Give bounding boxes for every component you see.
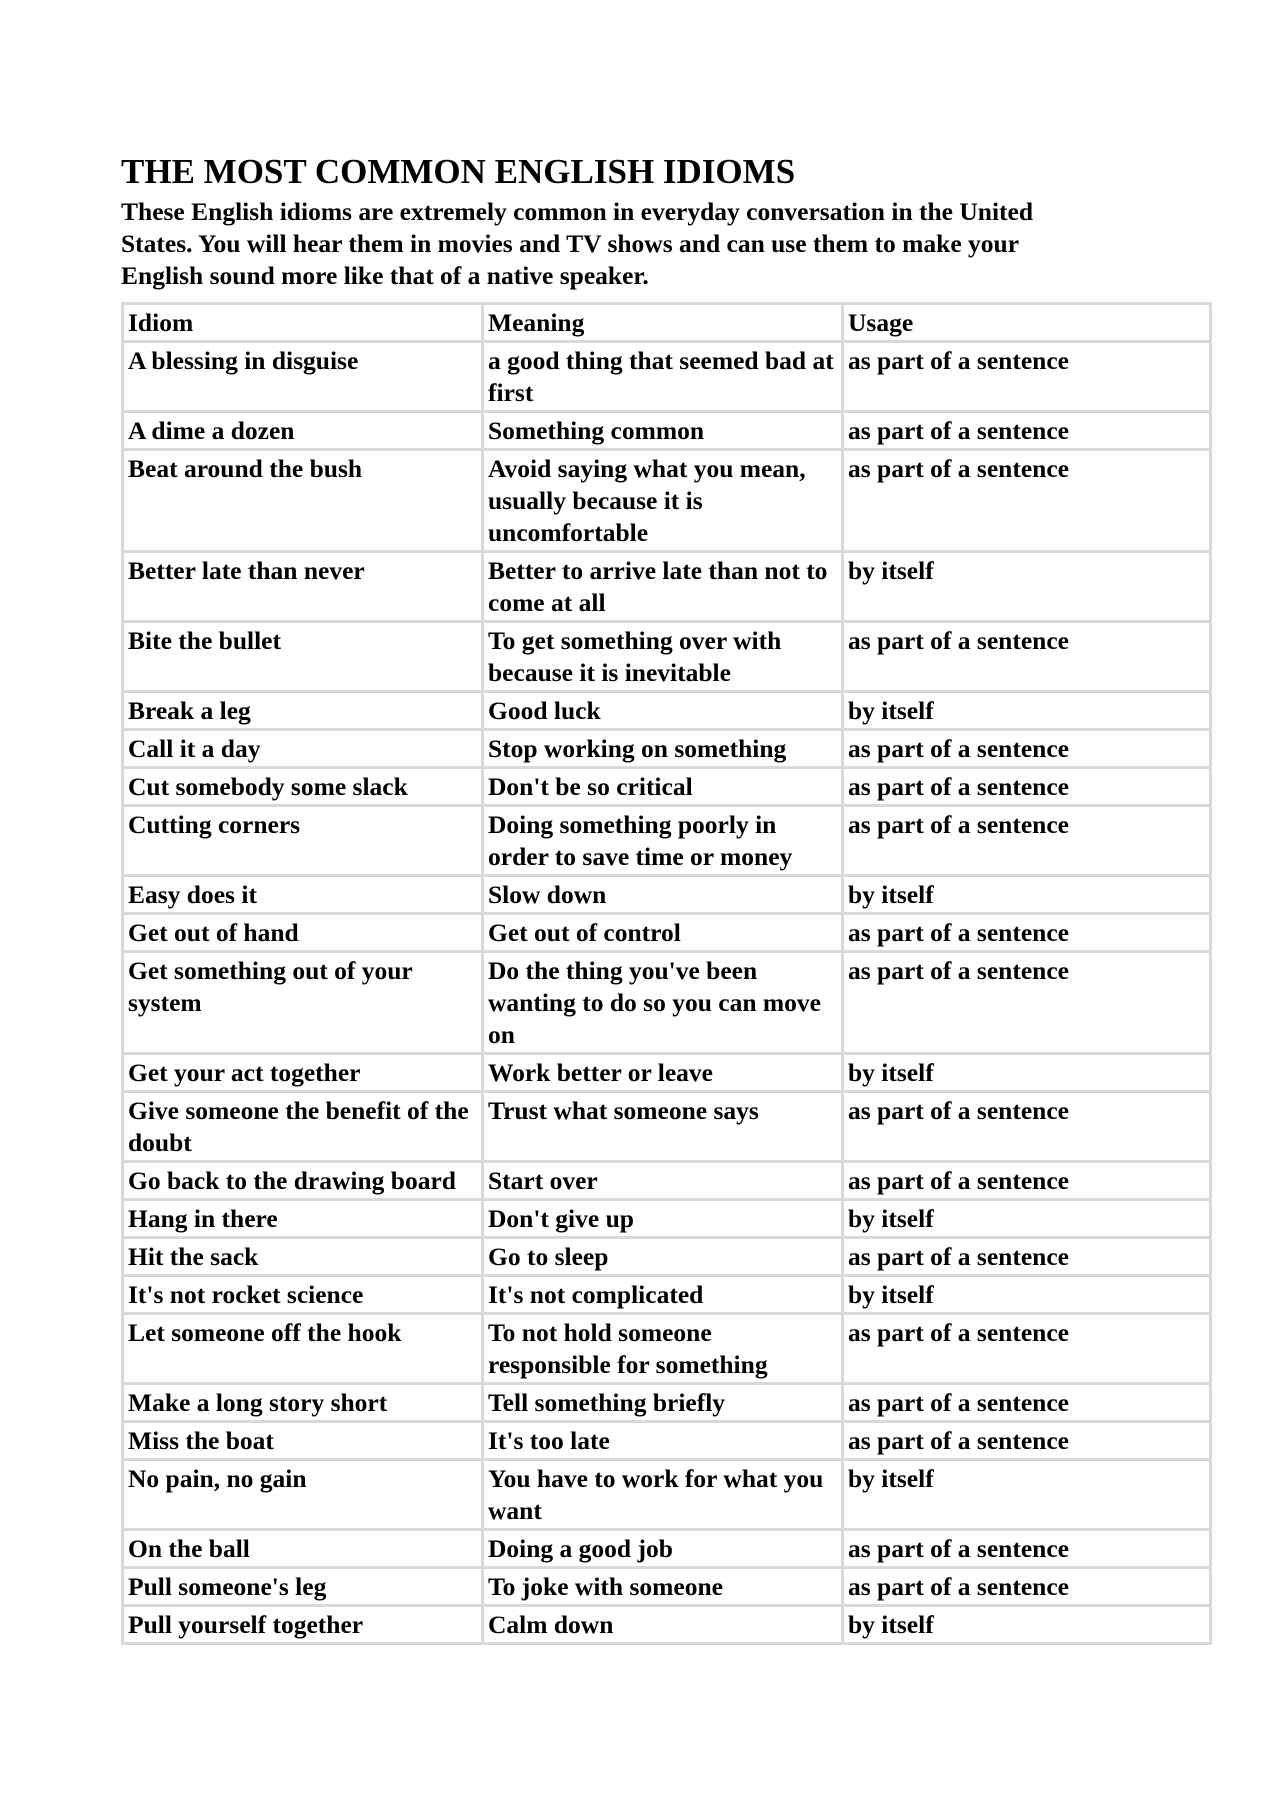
table-row <box>123 1530 1211 1568</box>
table-row <box>123 1606 1211 1644</box>
table-row <box>123 768 1211 806</box>
usage-cell: as part of a sentence <box>843 412 1211 450</box>
meaning-cell: Calm down <box>483 1606 843 1644</box>
idiom-cell: Get your act together <box>123 1054 483 1092</box>
idiom-cell: Hit the sack <box>123 1238 483 1276</box>
idiom-cell: Go back to the drawing board <box>123 1162 483 1200</box>
table-row <box>123 692 1211 730</box>
usage-cell: as part of a sentence <box>843 1384 1211 1422</box>
meaning-cell: To joke with someone <box>483 1568 843 1606</box>
idiom-cell: Pull someone's leg <box>123 1568 483 1606</box>
idiom-cell: Cut somebody some slack <box>123 768 483 806</box>
meaning-cell: Get out of control <box>483 914 843 952</box>
idiom-cell: Let someone off the hook <box>123 1314 483 1384</box>
document-page <box>121 150 1207 1645</box>
meaning-cell: It's not complicated <box>483 1276 843 1314</box>
table-row <box>123 412 1211 450</box>
header-idiom: Idiom <box>123 304 483 342</box>
table-row <box>123 806 1211 876</box>
meaning-cell: Trust what someone says <box>483 1092 843 1162</box>
meaning-cell: You have to work for what you want <box>483 1460 843 1530</box>
usage-cell: by itself <box>843 1606 1211 1644</box>
meaning-cell: Slow down <box>483 876 843 914</box>
header-meaning: Meaning <box>483 304 843 342</box>
table-row <box>123 1092 1211 1162</box>
table-row <box>123 1162 1211 1200</box>
table-header-row <box>123 304 1211 342</box>
table-row <box>123 1384 1211 1422</box>
table-row <box>123 914 1211 952</box>
idiom-cell: Make a long story short <box>123 1384 483 1422</box>
idiom-cell: Break a leg <box>123 692 483 730</box>
meaning-cell: Don't give up <box>483 1200 843 1238</box>
usage-cell: as part of a sentence <box>843 1422 1211 1460</box>
idiom-cell: Hang in there <box>123 1200 483 1238</box>
usage-cell: as part of a sentence <box>843 622 1211 692</box>
usage-cell: as part of a sentence <box>843 1162 1211 1200</box>
meaning-cell: a good thing that seemed bad at first <box>483 342 843 412</box>
meaning-cell: Go to sleep <box>483 1238 843 1276</box>
idiom-cell: On the ball <box>123 1530 483 1568</box>
usage-cell: as part of a sentence <box>843 914 1211 952</box>
usage-cell: by itself <box>843 1460 1211 1530</box>
usage-cell: as part of a sentence <box>843 952 1211 1054</box>
table-row <box>123 1276 1211 1314</box>
meaning-cell: Something common <box>483 412 843 450</box>
usage-cell: by itself <box>843 692 1211 730</box>
meaning-cell: Tell something briefly <box>483 1384 843 1422</box>
meaning-cell: It's too late <box>483 1422 843 1460</box>
meaning-cell: To get something over with because it is inevitable <box>483 622 843 692</box>
meaning-cell: Don't be so critical <box>483 768 843 806</box>
table-row <box>123 342 1211 412</box>
idiom-cell: Get something out of your system <box>123 952 483 1054</box>
idiom-cell: Call it a day <box>123 730 483 768</box>
meaning-cell: Do the thing you've been wanting to do so you can move on <box>483 952 843 1054</box>
meaning-cell: Doing something poorly in order to save time or money <box>483 806 843 876</box>
idioms-table <box>121 302 1212 1645</box>
table-row <box>123 1422 1211 1460</box>
intro-paragraph: These English idioms are extremely common in everyday conversation in the United States. You will hear them in movies and TV shows and can use them to make your English sound more like that of a native speaker. <box>121 197 1034 290</box>
usage-cell: as part of a sentence <box>843 342 1211 412</box>
usage-cell: as part of a sentence <box>843 1314 1211 1384</box>
idiom-cell: Easy does it <box>123 876 483 914</box>
idiom-cell: A dime a dozen <box>123 412 483 450</box>
idiom-cell: Cutting corners <box>123 806 483 876</box>
idiom-cell: It's not rocket science <box>123 1276 483 1314</box>
table-row <box>123 1460 1211 1530</box>
table-row <box>123 952 1211 1054</box>
meaning-cell: Doing a good job <box>483 1530 843 1568</box>
header-usage: Usage <box>843 304 1211 342</box>
table-row <box>123 876 1211 914</box>
usage-cell: by itself <box>843 1200 1211 1238</box>
idiom-cell: Miss the boat <box>123 1422 483 1460</box>
meaning-cell: To not hold someone responsible for something <box>483 1314 843 1384</box>
usage-cell: by itself <box>843 876 1211 914</box>
table-row <box>123 1568 1211 1606</box>
idiom-cell: Beat around the bush <box>123 450 483 552</box>
meaning-cell: Good luck <box>483 692 843 730</box>
table-row <box>123 552 1211 622</box>
usage-cell: as part of a sentence <box>843 1530 1211 1568</box>
usage-cell: as part of a sentence <box>843 450 1211 552</box>
meaning-cell: Work better or leave <box>483 1054 843 1092</box>
table-row <box>123 450 1211 552</box>
table-row <box>123 1238 1211 1276</box>
meaning-cell: Stop working on something <box>483 730 843 768</box>
usage-cell: as part of a sentence <box>843 806 1211 876</box>
page-title: THE MOST COMMON ENGLISH IDIOMS <box>121 152 796 191</box>
idiom-cell: A blessing in disguise <box>123 342 483 412</box>
usage-cell: as part of a sentence <box>843 1238 1211 1276</box>
usage-cell: as part of a sentence <box>843 1092 1211 1162</box>
table-row <box>123 1314 1211 1384</box>
idiom-cell: Better late than never <box>123 552 483 622</box>
usage-cell: by itself <box>843 1054 1211 1092</box>
usage-cell: by itself <box>843 1276 1211 1314</box>
idiom-cell: Bite the bullet <box>123 622 483 692</box>
table-row <box>123 1200 1211 1238</box>
usage-cell: as part of a sentence <box>843 1568 1211 1606</box>
usage-cell: as part of a sentence <box>843 768 1211 806</box>
table-row <box>123 622 1211 692</box>
idioms-table-body <box>123 304 1211 1644</box>
idiom-cell: Give someone the benefit of the doubt <box>123 1092 483 1162</box>
idiom-cell: Get out of hand <box>123 914 483 952</box>
table-row <box>123 730 1211 768</box>
idiom-cell: No pain, no gain <box>123 1460 483 1530</box>
table-row <box>123 1054 1211 1092</box>
usage-cell: as part of a sentence <box>843 730 1211 768</box>
idiom-cell: Pull yourself together <box>123 1606 483 1644</box>
meaning-cell: Avoid saying what you mean, usually because it is uncomfortable <box>483 450 843 552</box>
meaning-cell: Start over <box>483 1162 843 1200</box>
usage-cell: by itself <box>843 552 1211 622</box>
meaning-cell: Better to arrive late than not to come at all <box>483 552 843 622</box>
